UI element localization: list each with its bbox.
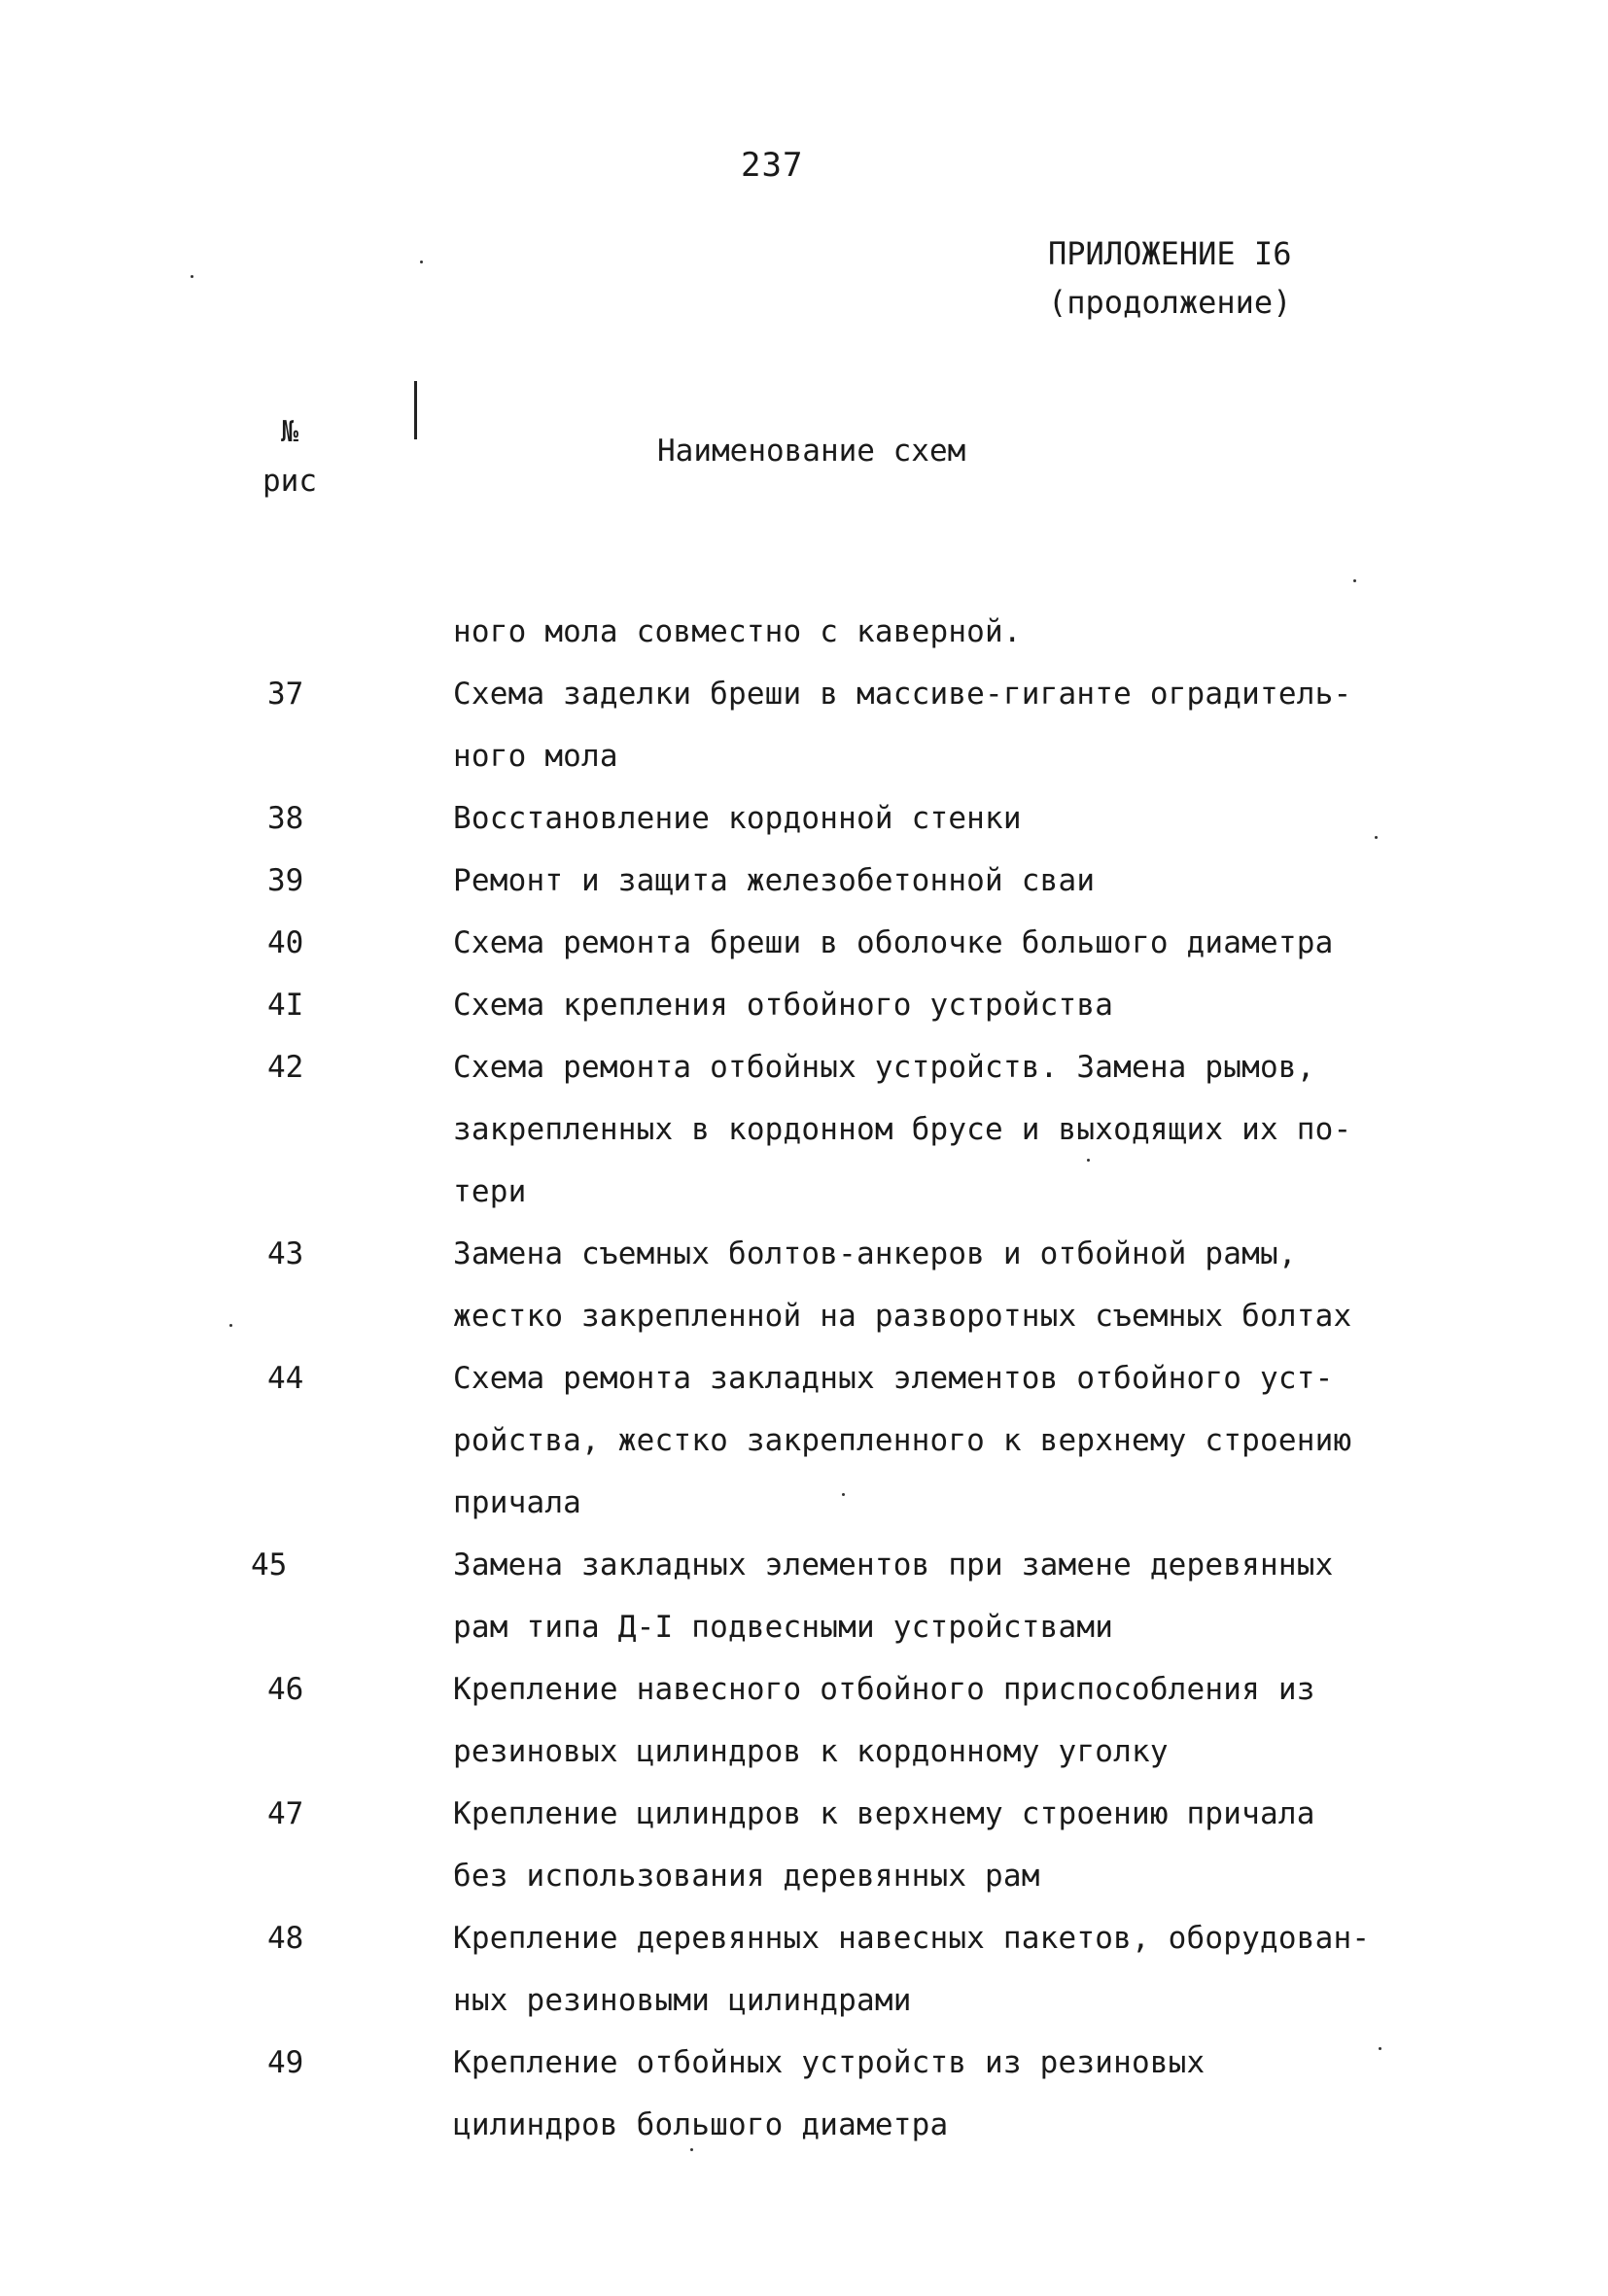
column-header-number (262, 408, 317, 505)
list-item (0, 1534, 1608, 1658)
figure-number: 39 (267, 863, 304, 898)
appendix-title: ПРИЛОЖЕНИЕ I6 (1048, 235, 1292, 272)
appendix-heading (1048, 229, 1291, 327)
figure-number: 48 (267, 1921, 304, 1956)
figure-number: 49 (267, 2045, 304, 2080)
figure-title: Схема крепления отбойного устройства (453, 988, 1114, 1023)
list-item (0, 912, 1608, 974)
figure-title: Схема ремонта отбойных устройств. Замена рымов, закрепленных в кордонном брусе и выходящих их по- тери (453, 1050, 1352, 1209)
figure-title: Замена съемных болтов-анкеров и отбойной рамы, жестко закрепленной на разворотных съемных болтах (453, 1236, 1352, 1334)
figure-title: Замена закладных элементов при замене деревянных рам типа Д-I подвесными устройствами (453, 1548, 1334, 1645)
scan-speck (191, 275, 193, 278)
list-item (0, 850, 1608, 912)
scan-speck (420, 261, 423, 263)
appendix-subtitle: (продолжение) (1048, 284, 1292, 321)
figure-number: 44 (267, 1361, 304, 1396)
column-header-name: Наименование схем (657, 434, 966, 469)
figure-number: 37 (267, 677, 304, 712)
scan-speck (1087, 1159, 1090, 1162)
number-sign: № (280, 415, 299, 449)
figure-number: 46 (267, 1672, 304, 1707)
list-item (0, 2032, 1608, 2156)
figure-number: 45 (251, 1548, 288, 1583)
scan-speck (229, 1324, 232, 1327)
figure-number: 40 (267, 925, 304, 960)
figure-title: Восстановление кордонной стенки (453, 801, 1022, 836)
figure-title: Ремонт и защита железобетонной сваи (453, 863, 1096, 898)
figure-title: Схема ремонта бреши в оболочке большого диаметра (453, 925, 1334, 960)
list-item (0, 663, 1608, 787)
figure-title: Крепление навесного отбойного приспособления из резиновых цилиндров к кордонному уголку (453, 1672, 1315, 1769)
page-number: 237 (741, 146, 804, 185)
figure-number: 43 (267, 1236, 304, 1271)
scan-speck (1353, 579, 1356, 582)
figure-number: 42 (267, 1050, 304, 1085)
figure-title: Крепление деревянных навесных пакетов, оборудован- ных резиновыми цилиндрами (453, 1921, 1371, 2018)
figure-title: Крепление отбойных устройств из резиновых цилиндров большого диаметра (453, 2045, 1206, 2142)
list-item (0, 1347, 1608, 1534)
figure-number: 38 (267, 801, 304, 836)
figure-title: Крепление цилиндров к верхнему строению причала без использования деревянных рам (453, 1796, 1315, 1894)
list-item (0, 974, 1608, 1036)
list-item (0, 1907, 1608, 2032)
figure-title: Схема заделки бреши в массиве-гиганте оградитель- ного мола (453, 677, 1352, 774)
list-item (0, 601, 1608, 663)
scan-speck (690, 2148, 693, 2151)
header-divider (414, 381, 417, 439)
scan-speck (1375, 836, 1378, 839)
figure-title: ного мола совместно с каверной. (453, 614, 1022, 649)
number-label: рис (262, 464, 317, 499)
list-item (0, 787, 1608, 850)
figure-list (0, 601, 1608, 2156)
figure-number: 4I (267, 988, 304, 1023)
figure-title: Схема ремонта закладных элементов отбойного уст- ройства, жестко закрепленного к верхнему строению причала (453, 1361, 1352, 1520)
list-item (0, 1223, 1608, 1347)
list-item (0, 1783, 1608, 1907)
scan-speck (1379, 2047, 1381, 2050)
figure-number: 47 (267, 1796, 304, 1831)
list-item (0, 1658, 1608, 1783)
list-item (0, 1036, 1608, 1223)
scan-speck (842, 1493, 845, 1496)
